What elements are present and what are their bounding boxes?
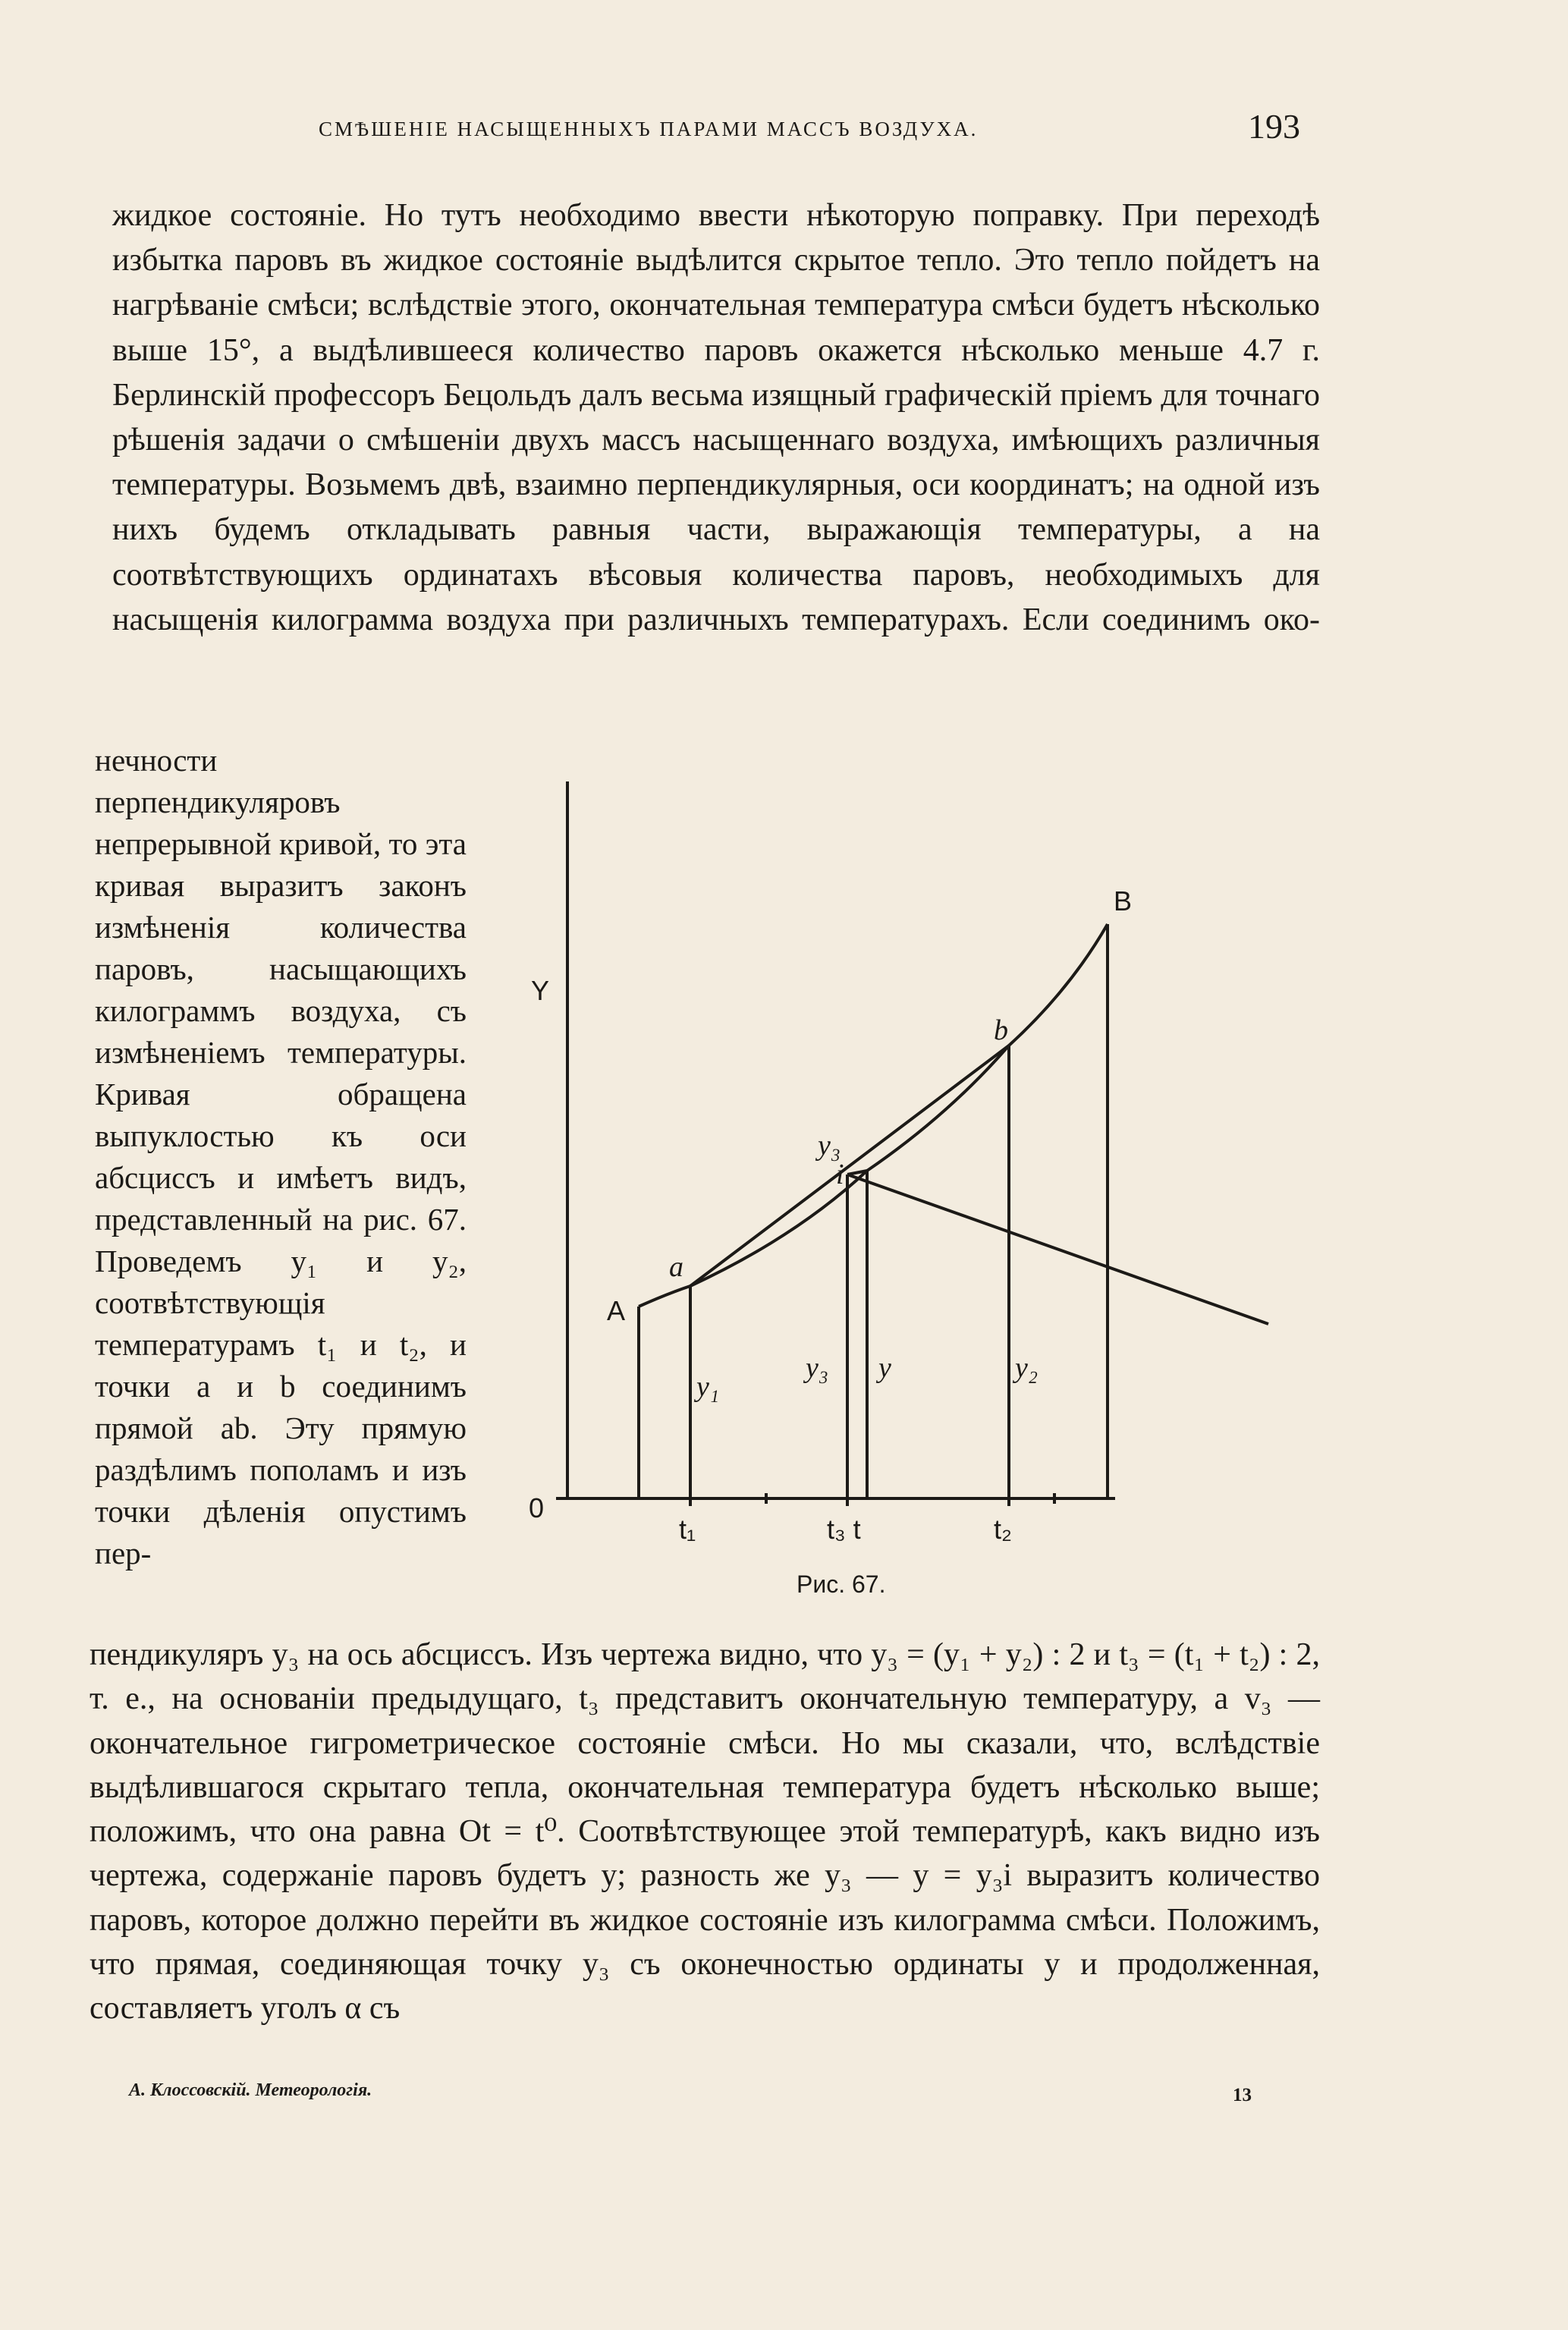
label-y2: y₂ xyxy=(1015,1352,1039,1384)
footer-signature: А. Клоссовскій. Метеорологія. xyxy=(129,2080,372,2100)
running-title: СМѢШЕНІЕ НАСЫЩЕННЫХЪ ПАРАМИ МАССЪ ВОЗДУХА. xyxy=(319,118,979,140)
paragraph-top-text: жидкое состояніе. Но тутъ необходимо ввести нѣкоторую поправку. При переходѣ избытка паровъ въ жидкое состояніе выдѣлится скрытое тепло. Это тепло пойдетъ на нагрѣваніе смѣси; вслѣдствіе этого, окончательная температура смѣси будетъ нѣсколько выше 15°, а выдѣлившееся количество паровъ окажется нѣсколько меньше 4.7 г. Берлинскій профессоръ Бецольдъ далъ весьма изящный графическій пріемъ для точнаго рѣшенія задачи о смѣшеніи двухъ массъ насыщеннаго воздуха, имѣющихъ различныя температуры. Возьмемъ двѣ, взаимно перпендикулярныя, оси координатъ; на одной изъ нихъ будемъ откладывать равныя части, выражающія температуры, а на соотвѣтствующихъ ординатахъ вѣсовыя количества паровъ, необходимыхъ для насыщенія килограмма воздуха при различныхъ температурахъ. Если соединимъ око- xyxy=(112,198,1320,637)
label-t2: t₂ xyxy=(994,1514,1012,1545)
label-y1: y₁ xyxy=(696,1371,720,1403)
paragraph-bottom-text: пендикуляръ y₃ на ось абсциссъ. Изъ чертежа видно, что y₃ = (y₁ + y₂) : 2 и t₃ = (t₁ + t₂) : 2, т. е., на основаніи предыдущаго, t₃ представитъ окончательную температуру, а v₃ — окончательное гигрометрическое состояніе смѣси. Но мы сказали, что, вслѣдствіе выдѣлившагося скрытаго тепла, окончательная температура будетъ нѣсколько выше; положимъ, что она равна Ot = t⁰. Соотвѣтствующее этой температурѣ, какъ видно изъ чертежа, содержаніе паровъ будетъ y; разность же y₃ — y = y₃i выразитъ количество паровъ, которое должно перейти въ жидкое состояніе изъ килограмма смѣси. Положимъ, что прямая, соединяющая точку y₃ съ оконечностью ординаты y и продолженная, составляетъ уголъ α съ xyxy=(90,1637,1320,2027)
label-t3-t: t₃ t xyxy=(827,1514,861,1545)
label-t1: t₁ xyxy=(679,1514,696,1545)
paragraph-bottom xyxy=(90,1633,1320,2031)
label-a: a xyxy=(669,1251,683,1283)
label-y: y xyxy=(878,1352,891,1384)
label-Y: Y xyxy=(531,975,550,1006)
label-A: A xyxy=(607,1295,626,1326)
label-i: i xyxy=(836,1159,844,1190)
chord-ab xyxy=(690,1046,1009,1286)
paragraph-left-text: нечности перпендикуляровъ непрерывной кривой, то эта кривая выразитъ законъ измѣненія количества паровъ, насыщающихъ килограммъ воздуха, съ измѣненіемъ температуры. Кривая обращена выпуклостью къ оси абсциссъ и имѣетъ видъ, представленный на рис. 67. Проведемъ y₁ и y₂, соотвѣтствующія температурамъ t₁ и t₂, и точки a и b соединимъ прямой ab. Эту прямую раздѣлимъ пополамъ и изъ точки дѣленія опустимъ пер- xyxy=(95,743,467,1571)
figure-caption: Рис. 67. xyxy=(797,1571,886,1598)
footer-sheet-number: 13 xyxy=(1233,2085,1252,2105)
label-O: 0 xyxy=(529,1492,545,1523)
saturation-curve xyxy=(639,924,1108,1306)
label-b: b xyxy=(994,1014,1008,1046)
page-number: 193 xyxy=(1248,107,1300,146)
label-y3-top: y₃ xyxy=(818,1130,841,1162)
extended-line xyxy=(847,1174,1268,1324)
label-B: B xyxy=(1114,885,1133,917)
label-y3: y₃ xyxy=(806,1352,829,1384)
